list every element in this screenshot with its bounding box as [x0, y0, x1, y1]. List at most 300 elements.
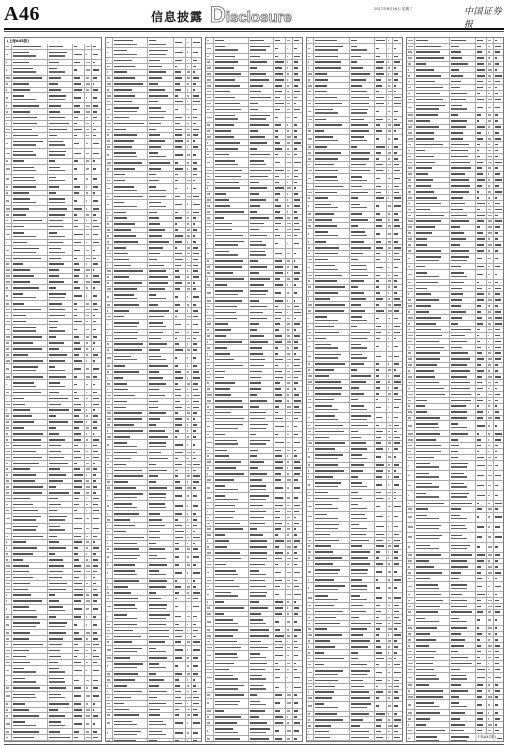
table-cell: [12, 620, 47, 629]
table-cell: [206, 146, 213, 151]
table-cell: [73, 402, 85, 407]
table-cell: [192, 160, 201, 165]
table-row: [106, 38, 202, 48]
table-cell: [48, 185, 73, 190]
table-cell: [113, 462, 148, 467]
table-cell: [48, 196, 73, 205]
table-cell: [106, 713, 113, 718]
table-cell: [192, 707, 201, 712]
table-cell: [106, 387, 113, 392]
table-cell: [113, 428, 148, 433]
table-cell: [174, 423, 186, 428]
table-cell: [73, 636, 85, 641]
table-cell: [92, 666, 101, 675]
table-cell: [148, 228, 173, 233]
table-cell: [214, 44, 249, 53]
table-cell: [48, 82, 73, 87]
table-cell: [106, 342, 113, 347]
table-cell: [5, 402, 12, 407]
table-cell: [12, 713, 47, 718]
table-cell: [106, 99, 113, 104]
table-cell: [293, 107, 302, 112]
table-cell: [174, 184, 186, 193]
table-cell: [5, 127, 12, 132]
table-cell: [148, 541, 173, 546]
table-cell: [113, 553, 148, 562]
table-row: [206, 113, 302, 123]
table-cell: [73, 408, 85, 413]
table-cell: [174, 150, 186, 159]
table-cell: [48, 307, 73, 312]
table-cell: [48, 449, 73, 454]
table-cell: [192, 579, 201, 584]
table-cell: [73, 307, 85, 312]
table-cell: [113, 133, 148, 138]
table-cell: [106, 194, 113, 199]
table-cell: [73, 60, 85, 65]
table-column: [4, 37, 102, 742]
table-cell: [12, 82, 47, 87]
table-cell: [113, 381, 148, 386]
table-cell: [73, 557, 85, 562]
table-cell: [5, 431, 12, 436]
table-cell: [5, 358, 12, 363]
table-cell: [73, 502, 85, 507]
table-cell: [5, 666, 12, 675]
table-cell: [113, 511, 148, 516]
date-line: 2017年8月16日 星期三: [374, 7, 413, 12]
table-cell: [113, 634, 148, 639]
table-cell: [106, 281, 113, 286]
table-cell: [174, 590, 186, 595]
table-cell: [92, 455, 101, 460]
table-cell: [12, 301, 47, 306]
table-cell: [174, 634, 186, 639]
table-cell: [106, 127, 113, 132]
table-cell: [148, 48, 173, 57]
table-cell: [92, 514, 101, 523]
table-cell: [12, 479, 47, 484]
table-cell: [48, 402, 73, 407]
table-cell: [214, 152, 249, 157]
table-row: [206, 158, 302, 168]
table-row: [106, 354, 202, 364]
table-cell: [92, 93, 101, 102]
table-cell: [73, 93, 85, 102]
table-cell: [92, 713, 101, 718]
table-cell: [92, 443, 101, 448]
table-cell: [174, 656, 186, 661]
table-cell: [274, 146, 286, 151]
table-cell: [12, 719, 47, 728]
table-cell: [12, 185, 47, 190]
table-cell: [92, 191, 101, 196]
table-cell: [274, 174, 286, 179]
table-cell: [274, 129, 286, 134]
table-cell: [106, 579, 113, 584]
table-cell: [106, 399, 113, 404]
table-cell: [92, 708, 101, 713]
table-cell: [12, 396, 47, 401]
table-cell: [148, 523, 173, 528]
table-cell: [92, 702, 101, 707]
table-cell: [214, 60, 249, 65]
table-cell: [174, 239, 186, 244]
table-row: [5, 196, 101, 206]
table-cell: [73, 426, 85, 431]
table-cell: [148, 468, 173, 473]
table-cell: [113, 228, 148, 233]
table-cell: [113, 115, 148, 120]
table-cell: [192, 275, 201, 280]
table-cell: [106, 450, 113, 455]
table-cell: [174, 628, 186, 633]
table-cell: [174, 302, 186, 307]
table-cell: [274, 140, 286, 145]
table-cell: [148, 216, 173, 221]
table-cell: [113, 99, 148, 104]
table-cell: [92, 563, 101, 568]
table-cell: [249, 168, 274, 173]
table-cell: [5, 66, 12, 75]
table-cell: [73, 587, 85, 592]
table-cell: [106, 440, 113, 449]
table-row: [5, 139, 101, 149]
table-cell: [113, 541, 148, 546]
table-cell: [73, 508, 85, 513]
table-cell: [106, 462, 113, 467]
table-cell: [48, 230, 73, 239]
table-cell: [12, 159, 47, 164]
table-cell: [12, 133, 47, 138]
table-cell: [12, 335, 47, 340]
table-cell: [274, 203, 286, 208]
table-cell: [73, 121, 85, 126]
table-cell: [73, 599, 85, 604]
table-cell: [214, 101, 249, 106]
table-cell: [148, 354, 173, 363]
table-cell: [92, 82, 101, 87]
table-cell: [192, 375, 201, 380]
table-cell: [274, 38, 286, 43]
table-cell: [5, 313, 12, 318]
table-cell: [73, 139, 85, 148]
table-cell: [214, 203, 249, 208]
table-cell: [12, 191, 47, 196]
table-cell: [192, 251, 201, 256]
table-cell: [192, 336, 201, 341]
table-cell: [92, 115, 101, 120]
table-cell: [148, 695, 173, 700]
table-cell: [148, 139, 173, 144]
table-cell: [5, 563, 12, 568]
table-cell: [174, 257, 186, 262]
table-cell: [12, 325, 47, 334]
table-cell: [192, 58, 201, 63]
table-cell: [148, 646, 173, 655]
table-cell: [214, 89, 249, 94]
table-cell: [192, 150, 201, 159]
table-cell: [148, 569, 173, 578]
table-cell: [192, 145, 201, 150]
table-cell: [12, 729, 47, 734]
table-cell: [48, 557, 73, 562]
table-cell: [5, 274, 12, 279]
table-cell: [113, 683, 148, 688]
table-cell: [12, 692, 47, 701]
table-cell: [92, 319, 101, 324]
table-cell: [73, 149, 85, 158]
table-cell: [73, 212, 85, 217]
table-cell: [293, 215, 302, 220]
table-cell: [174, 541, 186, 546]
table-cell: [92, 420, 101, 425]
table-cell: [148, 480, 173, 485]
table-cell: [174, 428, 186, 433]
table-cell: [148, 596, 173, 601]
table-cell: [148, 200, 173, 209]
table-cell: [12, 741, 47, 742]
table-cell: [192, 64, 201, 69]
table-cell: [148, 178, 173, 183]
table-cell: [214, 129, 249, 134]
table-row: [5, 380, 101, 390]
table-cell: [192, 440, 201, 449]
table-cell: [73, 274, 85, 279]
table-cell: [92, 479, 101, 484]
table-cell: [73, 380, 85, 389]
table-cell: [5, 408, 12, 413]
table-cell: [73, 256, 85, 261]
table-cell: [113, 160, 148, 165]
table-cell: [148, 579, 173, 584]
table-cell: [148, 440, 173, 449]
table-cell: [48, 620, 73, 629]
table-cell: [113, 535, 148, 540]
table-cell: [5, 615, 12, 620]
table-body: [106, 38, 202, 742]
table-cell: [113, 579, 148, 584]
table-cell: [48, 575, 73, 580]
table-cell: [113, 233, 148, 238]
table-cell: [5, 374, 12, 379]
table-cell: [92, 741, 101, 742]
table-cell: [148, 590, 173, 595]
table-cell: [48, 741, 73, 742]
table-cell: [274, 123, 286, 128]
table-cell: [192, 87, 201, 92]
table-cell: [48, 642, 73, 647]
table-cell: [192, 523, 201, 528]
table-cell: [48, 479, 73, 484]
table-cell: [148, 58, 173, 63]
table-cell: [174, 210, 186, 215]
table-cell: [293, 129, 302, 134]
table-cell: [174, 677, 186, 682]
table-cell: [106, 233, 113, 238]
table-cell: [12, 648, 47, 653]
table-cell: [106, 115, 113, 120]
table-cell: [192, 393, 201, 398]
table-cell: [113, 178, 148, 183]
table-cell: [73, 552, 85, 557]
table-cell: [5, 686, 12, 691]
table-cell: [48, 396, 73, 401]
table-cell: [73, 224, 85, 229]
table-cell: [48, 702, 73, 707]
table-cell: [174, 292, 186, 301]
table-row: [5, 719, 101, 729]
table-cell: [148, 330, 173, 335]
table-cell: [106, 456, 113, 461]
table-cell: [148, 87, 173, 92]
table-cell: [174, 222, 186, 227]
table-cell: [249, 180, 274, 185]
page-number: A46: [4, 3, 40, 26]
table-cell: [73, 341, 85, 346]
table-cell: [274, 77, 286, 82]
table-cell: [192, 713, 201, 718]
table-cell: [73, 443, 85, 448]
table-cell: [48, 654, 73, 659]
table-cell: [214, 95, 249, 100]
table-cell: [274, 54, 286, 59]
table-cell: [174, 330, 186, 335]
table-cell: [192, 563, 201, 568]
table-cell: [174, 640, 186, 645]
table-cell: [274, 152, 286, 157]
table-cell: [148, 602, 173, 611]
table-cell: [113, 93, 148, 98]
table-cell: [148, 501, 173, 510]
table-cell: [192, 646, 201, 655]
table-cell: [293, 180, 302, 185]
continued-from-label: (上接A45版): [7, 39, 29, 44]
table-cell: [113, 70, 148, 75]
table-cell: [192, 501, 201, 510]
table-cell: [48, 431, 73, 436]
table-cell: [48, 60, 73, 65]
table-cell: [5, 630, 12, 635]
table-cell: [249, 158, 274, 167]
table-cell: [293, 101, 302, 106]
table-cell: [5, 307, 12, 312]
table-cell: [174, 411, 186, 416]
table-cell: [48, 686, 73, 691]
table-cell: [214, 113, 249, 122]
table-cell: [174, 127, 186, 132]
table-cell: [174, 399, 186, 404]
table-cell: [106, 58, 113, 63]
table-cell: [106, 634, 113, 639]
table-cell: [12, 374, 47, 379]
table-cell: [12, 50, 47, 59]
table-cell: [5, 581, 12, 586]
table-cell: [73, 291, 85, 300]
table-cell: [92, 630, 101, 635]
table-cell: [148, 656, 173, 661]
table-cell: [148, 82, 173, 87]
table-cell: [12, 420, 47, 425]
table-body: [206, 38, 302, 742]
table-column: [205, 37, 303, 742]
table-cell: [106, 269, 113, 274]
table-cell: [92, 426, 101, 431]
table-cell: [192, 511, 201, 516]
table-cell: [148, 622, 173, 627]
table-cell: [48, 380, 73, 389]
table-cell: [293, 158, 302, 167]
table-cell: [92, 414, 101, 419]
table-cell: [48, 159, 73, 164]
table-cell: [174, 387, 186, 392]
table-cell: [48, 76, 73, 81]
table-cell: [192, 105, 201, 114]
table-cell: [92, 109, 101, 114]
table-cell: [174, 348, 186, 353]
table-cell: [192, 701, 201, 706]
table-cell: [274, 107, 286, 112]
table-cell: [174, 354, 186, 363]
table-cell: [5, 206, 12, 211]
table-cell: [106, 553, 113, 562]
table-cell: [92, 285, 101, 290]
table-cell: [174, 456, 186, 461]
table-cell: [12, 246, 47, 255]
table-cell: [48, 552, 73, 557]
table-cell: [73, 88, 85, 93]
table-cell: [174, 82, 186, 87]
table-cell: [48, 605, 73, 614]
table-cell: [192, 405, 201, 410]
table-cell: [12, 534, 47, 539]
table-cell: [206, 83, 213, 88]
table-cell: [106, 622, 113, 627]
table-cell: [92, 279, 101, 284]
table-row: [5, 93, 101, 103]
table-cell: [148, 281, 173, 286]
table-cell: [148, 456, 173, 461]
table-cell: [5, 218, 12, 223]
table-cell: [214, 77, 249, 82]
table-cell: [192, 683, 201, 688]
table-row: [5, 230, 101, 240]
table-cell: [174, 364, 186, 369]
table-cell: [48, 390, 73, 395]
table-cell: [174, 529, 186, 534]
table-cell: [92, 581, 101, 586]
table-cell: [174, 713, 186, 718]
table-cell: [73, 534, 85, 539]
table-cell: [192, 127, 201, 132]
table-cell: [92, 692, 101, 701]
table-cell: [48, 666, 73, 675]
table-cell: [106, 76, 113, 81]
table-cell: [174, 275, 186, 280]
table-cell: [92, 44, 101, 49]
table-cell: [92, 121, 101, 126]
table-cell: [148, 76, 173, 81]
table-cell: [274, 198, 286, 203]
table-body: [5, 44, 101, 742]
table-cell: [5, 335, 12, 340]
table-cell: [48, 335, 73, 340]
table-cell: [206, 192, 213, 197]
table-cell: [73, 196, 85, 205]
table-cell: [12, 467, 47, 472]
table-cell: [12, 88, 47, 93]
table-cell: [5, 484, 12, 489]
